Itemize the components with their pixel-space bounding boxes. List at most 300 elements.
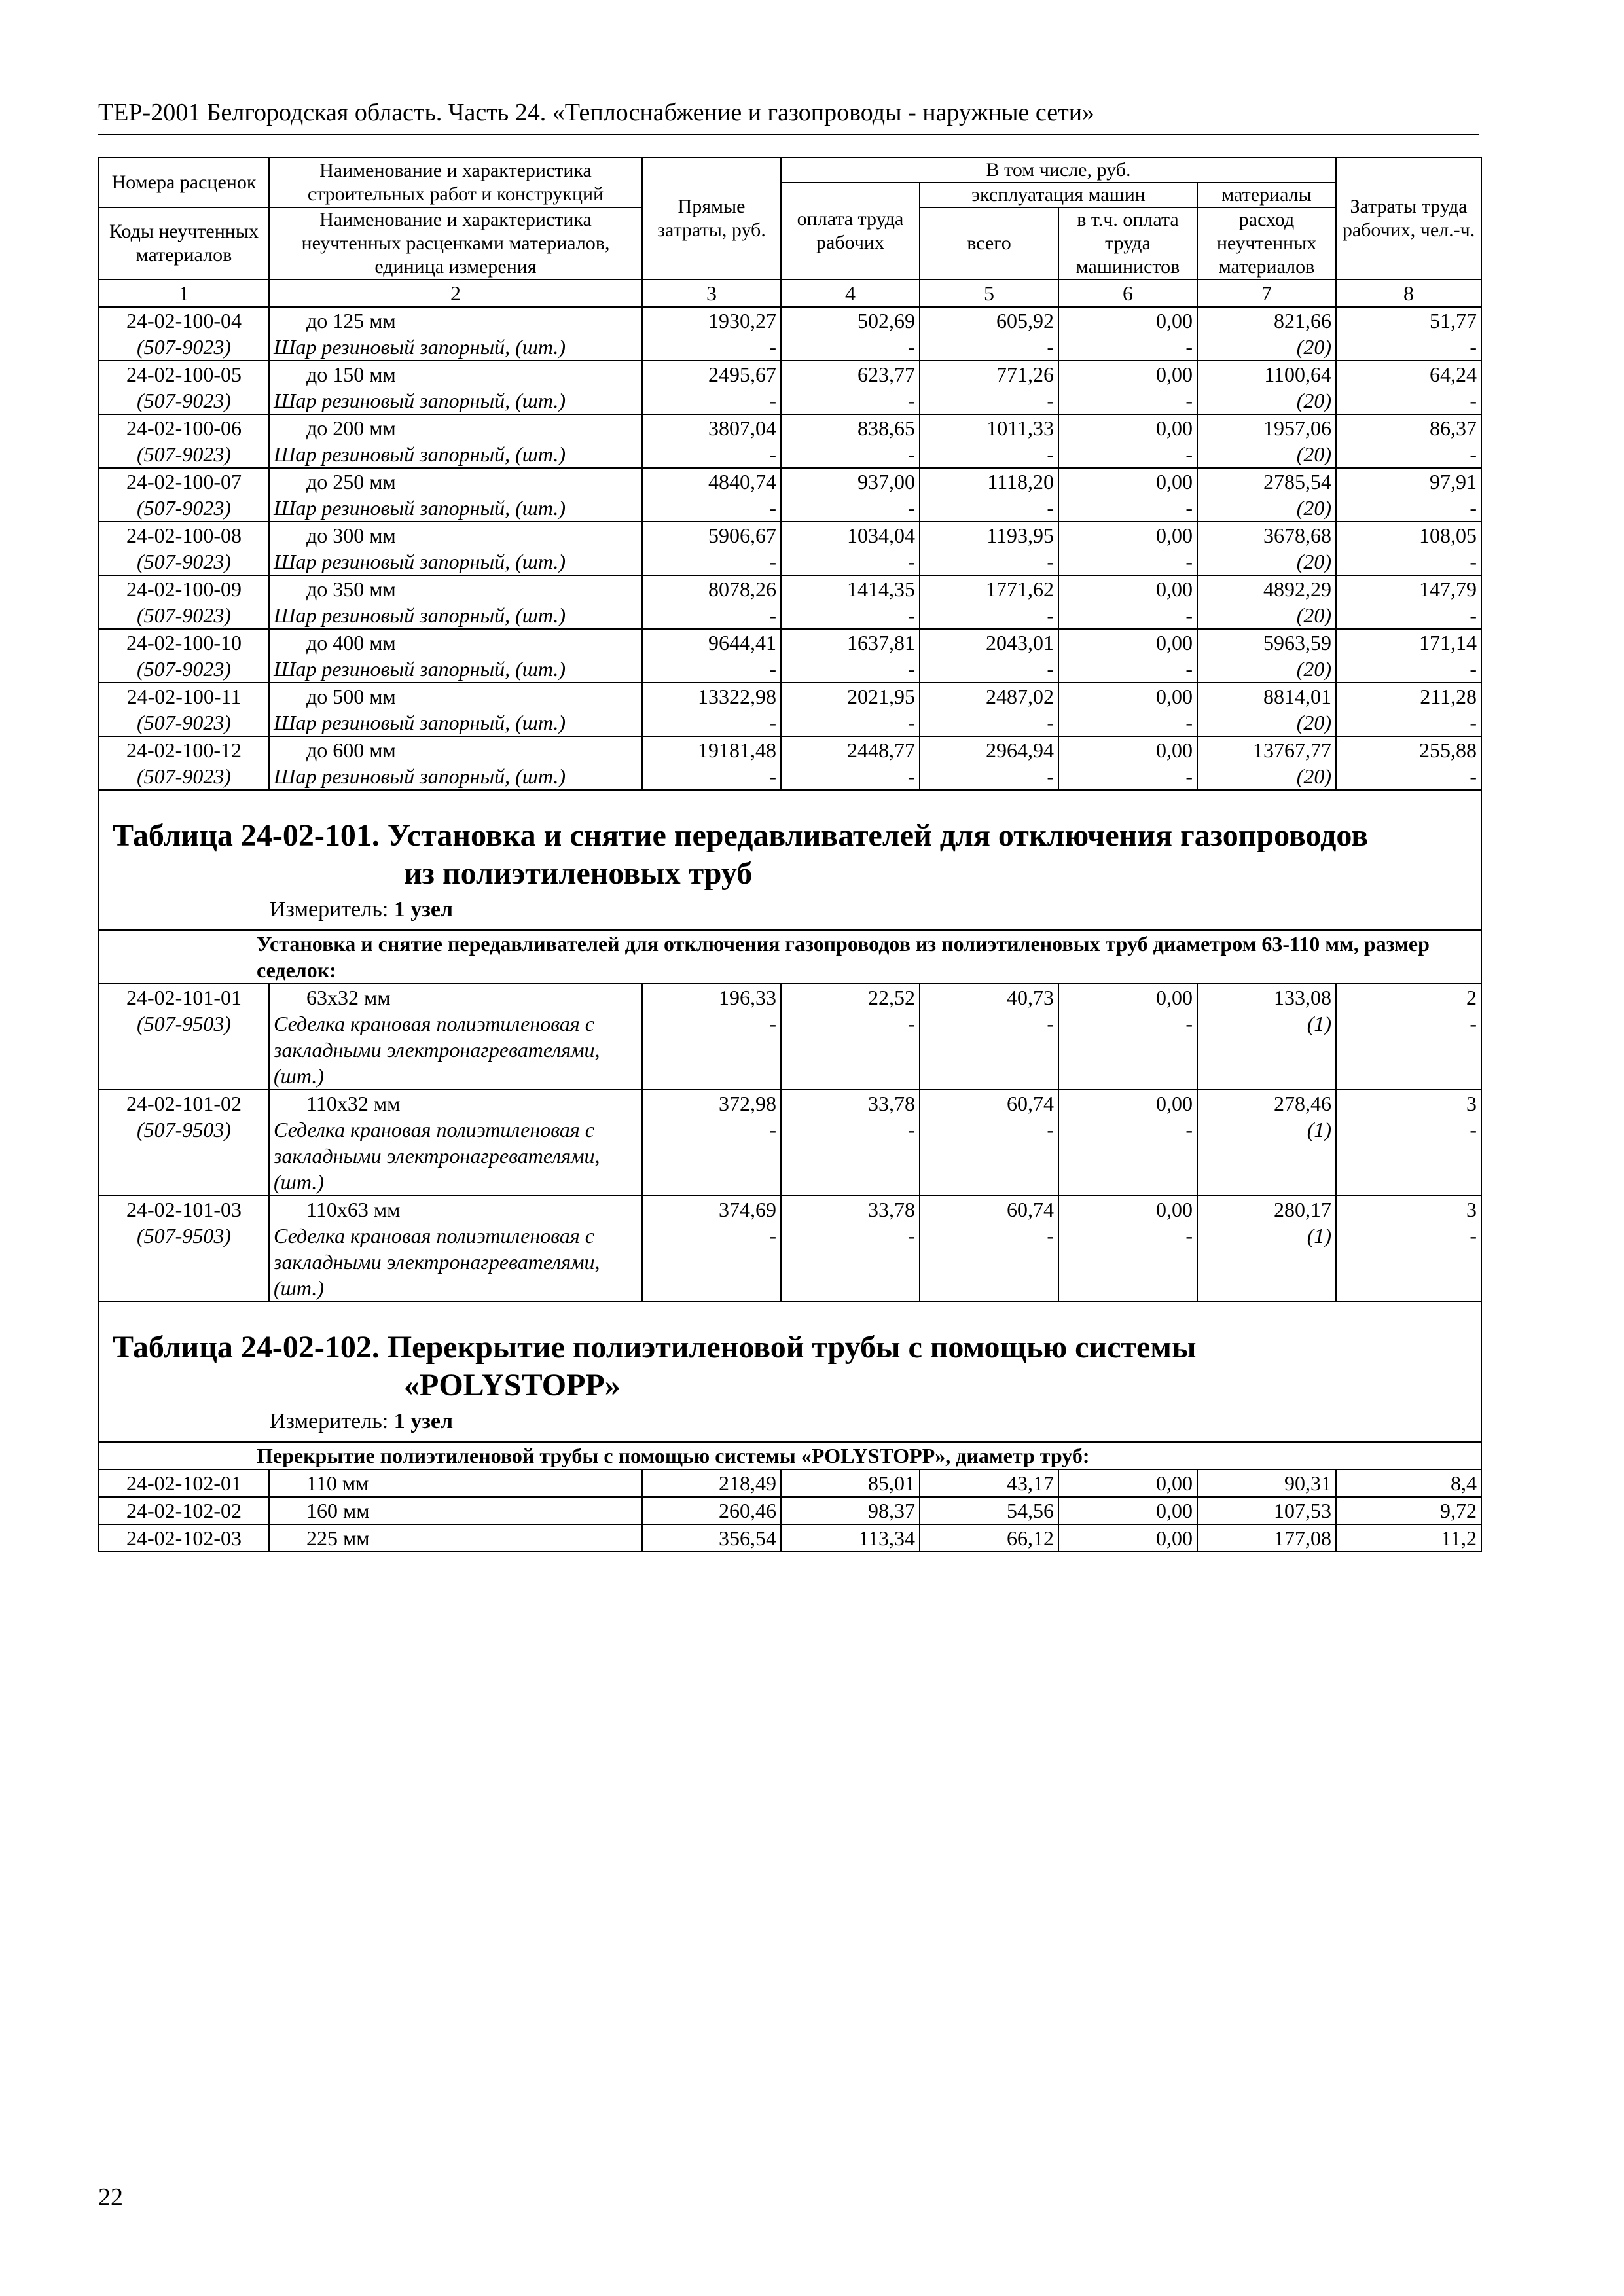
material-name: Шар резиновый запорный, (шт.) — [274, 335, 566, 359]
dash: - — [908, 335, 915, 359]
machines-total-cell — [920, 575, 1058, 629]
table-title-continued: «POLYSTOPP» — [404, 1368, 621, 1403]
name-cell — [269, 414, 642, 468]
material-code: (507-9023) — [137, 335, 231, 359]
materials-cost-cell — [1197, 1469, 1336, 1497]
labor-pay-cell — [781, 683, 920, 736]
table-row — [99, 683, 1481, 736]
direct-costs-cell — [642, 1090, 781, 1196]
rate-code-cell — [99, 361, 269, 414]
direct-costs-cell — [642, 414, 781, 468]
machines-total-value: 1771,62 — [986, 577, 1054, 601]
materials-cost-cell — [1197, 1090, 1336, 1196]
machines-total-value: 43,17 — [1007, 1471, 1054, 1495]
machines-total-cell — [920, 629, 1058, 683]
labor-hours-value: 171,14 — [1419, 631, 1477, 655]
table-title-row — [99, 1302, 1481, 1442]
labor-hours-value: 64,24 — [1430, 363, 1477, 386]
col-header-labor-pay: оплата труда рабочих — [781, 183, 920, 279]
direct-costs-value: 260,46 — [719, 1499, 776, 1522]
labor-pay-cell — [781, 468, 920, 522]
labor-pay-value: 838,65 — [857, 416, 915, 440]
dash: - — [769, 550, 776, 573]
machines-total-cell — [920, 736, 1058, 790]
rate-code-cell — [99, 575, 269, 629]
direct-costs-value: 8078,26 — [708, 577, 776, 601]
machinists-pay-value: 0,00 — [1156, 309, 1193, 332]
materials-cost-value: 4892,29 — [1263, 577, 1332, 601]
labor-pay-value: 1414,35 — [847, 577, 915, 601]
material-code: (507-9503) — [137, 1012, 231, 1035]
machinists-pay-cell — [1058, 1090, 1197, 1196]
material-name: Шар резиновый запорный, (шт.) — [274, 711, 566, 734]
header-row-1 — [99, 158, 1481, 183]
material-code: (507-9023) — [137, 550, 231, 573]
material-quantity: (20) — [1296, 764, 1332, 788]
labor-pay-cell — [781, 361, 920, 414]
labor-pay-cell — [781, 522, 920, 575]
labor-hours-cell — [1336, 629, 1481, 683]
rate-code-cell — [99, 414, 269, 468]
labor-hours-value: 8,4 — [1451, 1471, 1477, 1495]
direct-costs-value: 13322,98 — [698, 685, 776, 708]
direct-costs-cell — [642, 984, 781, 1090]
material-quantity: (20) — [1296, 335, 1332, 359]
machinists-pay-value: 0,00 — [1156, 1471, 1193, 1495]
rate-code-cell — [99, 307, 269, 361]
direct-costs-value: 19181,48 — [698, 738, 776, 762]
labor-hours-cell — [1336, 1196, 1481, 1302]
rate-code-cell — [99, 1090, 269, 1196]
dash: - — [769, 1118, 776, 1141]
labor-hours-value: 147,79 — [1419, 577, 1477, 601]
machines-total-value: 40,73 — [1007, 986, 1054, 1009]
machinists-pay-value: 0,00 — [1156, 1092, 1193, 1115]
col-header-labor-hours: Затраты труда рабочих, чел.-ч. — [1336, 158, 1481, 279]
labor-hours-value: 2 — [1466, 986, 1477, 1009]
table-row — [99, 307, 1481, 361]
table-row — [99, 1469, 1481, 1497]
labor-hours-value: 211,28 — [1420, 685, 1477, 708]
table-row — [99, 629, 1481, 683]
machinists-pay-value: 0,00 — [1156, 685, 1193, 708]
materials-cost-cell — [1197, 984, 1336, 1090]
dash: - — [908, 1118, 915, 1141]
column-numbers-row — [99, 279, 1481, 307]
material-quantity: (20) — [1296, 550, 1332, 573]
meter-value: 1 узел — [393, 897, 454, 922]
labor-pay-cell — [781, 307, 920, 361]
labor-hours-cell — [1336, 361, 1481, 414]
machines-total-cell — [920, 683, 1058, 736]
meter — [270, 897, 1468, 923]
direct-costs-value: 372,98 — [719, 1092, 776, 1115]
section-caption-row — [99, 1442, 1481, 1469]
materials-cost-value: 8814,01 — [1263, 685, 1332, 708]
dash: - — [1047, 603, 1054, 627]
direct-costs-cell — [642, 1196, 781, 1302]
direct-costs-value: 9644,41 — [708, 631, 776, 655]
machines-total-cell — [920, 1090, 1058, 1196]
section-caption-row — [99, 930, 1481, 984]
col-header-material-codes: Коды неучтенных материалов — [99, 207, 269, 279]
labor-hours-cell — [1336, 736, 1481, 790]
direct-costs-value: 196,33 — [719, 986, 776, 1009]
dash: - — [1047, 550, 1054, 573]
dash: - — [1047, 496, 1054, 520]
labor-hours-value: 3 — [1466, 1092, 1477, 1115]
dash: - — [908, 657, 915, 681]
col-number: 6 — [1058, 279, 1197, 307]
labor-hours-value: 11,2 — [1441, 1526, 1477, 1550]
rate-code: 24-02-100-11 — [126, 685, 242, 708]
rate-code: 24-02-100-05 — [126, 363, 242, 386]
materials-cost-value: 133,08 — [1274, 986, 1332, 1009]
dash: - — [1470, 764, 1477, 788]
machines-total-value: 2043,01 — [986, 631, 1054, 655]
rate-code: 24-02-100-04 — [126, 309, 242, 332]
labor-hours-value: 9,72 — [1440, 1499, 1477, 1522]
meter-label: Измеритель: — [270, 897, 389, 922]
direct-costs-cell — [642, 1524, 781, 1552]
dash: - — [1470, 1224, 1477, 1247]
dash: - — [1185, 496, 1193, 520]
rate-code-cell — [99, 629, 269, 683]
direct-costs-cell — [642, 683, 781, 736]
work-name: 160 мм — [306, 1499, 370, 1522]
col-number: 7 — [1197, 279, 1336, 307]
direct-costs-cell — [642, 522, 781, 575]
machinists-pay-cell — [1058, 1497, 1197, 1524]
page-number: 22 — [98, 2183, 123, 2211]
col-header-machines-total: всего — [920, 207, 1058, 279]
machinists-pay-value: 0,00 — [1156, 470, 1193, 493]
machines-total-value: 54,56 — [1007, 1499, 1054, 1522]
machines-total-value: 60,74 — [1007, 1092, 1054, 1115]
machines-total-cell — [920, 307, 1058, 361]
table-row — [99, 522, 1481, 575]
labor-pay-value: 623,77 — [857, 363, 915, 386]
work-name: до 300 мм — [306, 524, 396, 547]
dash: - — [769, 764, 776, 788]
dash: - — [769, 1224, 776, 1247]
materials-cost-value: 280,17 — [1274, 1198, 1332, 1221]
name-cell — [269, 468, 642, 522]
labor-hours-cell — [1336, 575, 1481, 629]
rate-code: 24-02-100-06 — [126, 416, 242, 440]
rate-code-cell — [99, 1497, 269, 1524]
material-code: (507-9503) — [137, 1224, 231, 1247]
machines-total-cell — [920, 1196, 1058, 1302]
materials-cost-value: 5963,59 — [1263, 631, 1332, 655]
dash: - — [908, 764, 915, 788]
labor-pay-cell — [781, 984, 920, 1090]
rate-code: 24-02-102-02 — [126, 1499, 242, 1522]
materials-cost-cell — [1197, 683, 1336, 736]
name-cell — [269, 1524, 642, 1552]
materials-cost-cell — [1197, 629, 1336, 683]
col-header-work-name: Наименование и характеристика строительных работ и конструкций — [269, 158, 642, 207]
labor-pay-cell — [781, 1196, 920, 1302]
dash: - — [1047, 389, 1054, 412]
machines-total-cell — [920, 1524, 1058, 1552]
labor-hours-value: 108,05 — [1419, 524, 1477, 547]
material-name: Седелка крановая полиэтиленовая с закладными электронагревателями, (шт.) — [274, 1012, 600, 1088]
rate-code-cell — [99, 468, 269, 522]
machinists-pay-cell — [1058, 522, 1197, 575]
labor-pay-value: 113,34 — [858, 1526, 915, 1550]
labor-hours-cell — [1336, 522, 1481, 575]
machinists-pay-cell — [1058, 1469, 1197, 1497]
dash: - — [1470, 550, 1477, 573]
table-row — [99, 361, 1481, 414]
direct-costs-value: 374,69 — [719, 1198, 776, 1221]
direct-costs-cell — [642, 361, 781, 414]
direct-costs-value: 4840,74 — [708, 470, 776, 493]
dash: - — [1185, 335, 1193, 359]
dash: - — [1047, 1118, 1054, 1141]
dash: - — [1185, 442, 1193, 466]
dash: - — [1047, 1012, 1054, 1035]
col-header-rate-number: Номера расценок — [99, 158, 269, 207]
labor-hours-cell — [1336, 1090, 1481, 1196]
materials-cost-cell — [1197, 522, 1336, 575]
col-number: 2 — [269, 279, 642, 307]
labor-hours-value: 3 — [1466, 1198, 1477, 1221]
dash: - — [1470, 711, 1477, 734]
materials-cost-value: 107,53 — [1274, 1499, 1332, 1522]
dash: - — [1470, 1012, 1477, 1035]
machinists-pay-cell — [1058, 683, 1197, 736]
work-name: до 500 мм — [306, 685, 396, 708]
dash: - — [1047, 1224, 1054, 1247]
labor-pay-value: 937,00 — [857, 470, 915, 493]
rate-code-cell — [99, 1524, 269, 1552]
materials-cost-cell — [1197, 414, 1336, 468]
table-title: Таблица 24-02-102. Перекрытие полиэтиленовой трубы с помощью системы — [113, 1330, 1197, 1365]
direct-costs-value: 218,49 — [719, 1471, 776, 1495]
material-code: (507-9023) — [137, 764, 231, 788]
table-row — [99, 414, 1481, 468]
dash: - — [1470, 496, 1477, 520]
name-cell — [269, 1469, 642, 1497]
rate-code-cell — [99, 522, 269, 575]
material-quantity: (1) — [1307, 1224, 1332, 1247]
meter-label: Измеритель: — [270, 1409, 389, 1433]
col-number: 1 — [99, 279, 269, 307]
work-name: до 400 мм — [306, 631, 396, 655]
dash: - — [908, 550, 915, 573]
direct-costs-cell — [642, 468, 781, 522]
materials-cost-value: 13767,77 — [1253, 738, 1332, 762]
table-row — [99, 468, 1481, 522]
work-name: 225 мм — [306, 1526, 370, 1550]
material-name: Шар резиновый запорный, (шт.) — [274, 657, 566, 681]
table-row — [99, 1090, 1481, 1196]
labor-hours-cell — [1336, 1469, 1481, 1497]
machines-total-cell — [920, 522, 1058, 575]
machinists-pay-cell — [1058, 984, 1197, 1090]
rate-code: 24-02-101-03 — [126, 1198, 242, 1221]
dash: - — [769, 335, 776, 359]
dash: - — [1047, 764, 1054, 788]
dash: - — [1185, 603, 1193, 627]
rate-code: 24-02-100-09 — [126, 577, 242, 601]
machines-total-cell — [920, 1497, 1058, 1524]
machinists-pay-value: 0,00 — [1156, 1526, 1193, 1550]
material-code: (507-9023) — [137, 711, 231, 734]
dash: - — [908, 1224, 915, 1247]
material-code: (507-9023) — [137, 442, 231, 466]
name-cell — [269, 736, 642, 790]
dash: - — [908, 711, 915, 734]
material-quantity: (20) — [1296, 603, 1332, 627]
dash: - — [769, 389, 776, 412]
materials-cost-cell — [1197, 575, 1336, 629]
section-caption: Установка и снятие передавливателей для отключения газопроводов из полиэтиленовых труб диаметром 63-110 мм, размер седелок: — [99, 930, 1481, 984]
col-header-machinists-pay: в т.ч. оплата труда машинистов — [1058, 207, 1197, 279]
meter-value: 1 узел — [393, 1409, 454, 1433]
direct-costs-cell — [642, 1497, 781, 1524]
table-row — [99, 984, 1481, 1090]
machinists-pay-value: 0,00 — [1156, 738, 1193, 762]
table-title-cell — [99, 1302, 1481, 1442]
dash: - — [908, 442, 915, 466]
dash: - — [1047, 657, 1054, 681]
dash: - — [1470, 1118, 1477, 1141]
name-cell — [269, 1497, 642, 1524]
direct-costs-value: 2495,67 — [708, 363, 776, 386]
materials-cost-cell — [1197, 468, 1336, 522]
machinists-pay-cell — [1058, 468, 1197, 522]
material-name: Седелка крановая полиэтиленовая с закладными электронагревателями, (шт.) — [274, 1224, 600, 1300]
dash: - — [769, 442, 776, 466]
labor-pay-cell — [781, 1497, 920, 1524]
dash: - — [1185, 389, 1193, 412]
col-number: 5 — [920, 279, 1058, 307]
work-name: до 600 мм — [306, 738, 396, 762]
material-name: Шар резиновый запорный, (шт.) — [274, 442, 566, 466]
machinists-pay-cell — [1058, 629, 1197, 683]
machinists-pay-value: 0,00 — [1156, 986, 1193, 1009]
labor-pay-cell — [781, 1524, 920, 1552]
col-header-direct-costs: Прямые затраты, руб. — [642, 158, 781, 279]
work-name: до 250 мм — [306, 470, 396, 493]
material-quantity: (1) — [1307, 1118, 1332, 1141]
rate-code: 24-02-100-07 — [126, 470, 242, 493]
dash: - — [769, 496, 776, 520]
material-name: Седелка крановая полиэтиленовая с закладными электронагревателями, (шт.) — [274, 1118, 600, 1194]
material-quantity: (20) — [1296, 389, 1332, 412]
labor-hours-cell — [1336, 1524, 1481, 1552]
dash: - — [1470, 603, 1477, 627]
col-number: 4 — [781, 279, 920, 307]
dash: - — [908, 603, 915, 627]
labor-hours-cell — [1336, 683, 1481, 736]
col-header-machines: эксплуатация машин — [920, 183, 1197, 207]
table-row — [99, 1497, 1481, 1524]
machines-total-cell — [920, 1469, 1058, 1497]
dash: - — [1047, 442, 1054, 466]
labor-pay-cell — [781, 629, 920, 683]
work-name: 110 мм — [306, 1471, 369, 1495]
rate-code-cell — [99, 1469, 269, 1497]
rate-code-cell — [99, 736, 269, 790]
labor-pay-value: 2448,77 — [847, 738, 915, 762]
materials-cost-value: 821,66 — [1274, 309, 1332, 332]
labor-pay-value: 2021,95 — [847, 685, 915, 708]
machines-total-value: 771,26 — [996, 363, 1054, 386]
labor-pay-value: 33,78 — [868, 1092, 915, 1115]
material-name: Шар резиновый запорный, (шт.) — [274, 603, 566, 627]
machinists-pay-cell — [1058, 575, 1197, 629]
dash: - — [1470, 335, 1477, 359]
materials-cost-cell — [1197, 1524, 1336, 1552]
machinists-pay-cell — [1058, 361, 1197, 414]
dash: - — [1470, 389, 1477, 412]
work-name: 110х63 мм — [306, 1198, 401, 1221]
work-name: до 150 мм — [306, 363, 396, 386]
machinists-pay-value: 0,00 — [1156, 1198, 1193, 1221]
dash: - — [769, 1012, 776, 1035]
machines-total-value: 60,74 — [1007, 1198, 1054, 1221]
name-cell — [269, 361, 642, 414]
work-name: до 125 мм — [306, 309, 396, 332]
col-header-group: В том числе, руб. — [781, 158, 1336, 183]
labor-hours-value: 51,77 — [1430, 309, 1477, 332]
name-cell — [269, 683, 642, 736]
machinists-pay-cell — [1058, 1196, 1197, 1302]
materials-cost-value: 1957,06 — [1263, 416, 1332, 440]
dash: - — [1185, 657, 1193, 681]
dash: - — [1185, 550, 1193, 573]
direct-costs-cell — [642, 1469, 781, 1497]
work-name: 110х32 мм — [306, 1092, 401, 1115]
rate-code-cell — [99, 1196, 269, 1302]
machinists-pay-value: 0,00 — [1156, 1499, 1193, 1522]
table-row — [99, 736, 1481, 790]
labor-hours-value: 86,37 — [1430, 416, 1477, 440]
material-quantity: (20) — [1296, 442, 1332, 466]
machinists-pay-value: 0,00 — [1156, 524, 1193, 547]
labor-hours-value: 97,91 — [1430, 470, 1477, 493]
material-name: Шар резиновый запорный, (шт.) — [274, 764, 566, 788]
material-name: Шар резиновый запорный, (шт.) — [274, 550, 566, 573]
machinists-pay-value: 0,00 — [1156, 363, 1193, 386]
name-cell — [269, 522, 642, 575]
material-name: Шар резиновый запорный, (шт.) — [274, 389, 566, 412]
meter — [270, 1408, 1468, 1435]
machines-total-value: 66,12 — [1007, 1526, 1054, 1550]
materials-cost-cell — [1197, 736, 1336, 790]
rate-code: 24-02-101-02 — [126, 1092, 242, 1115]
materials-cost-value: 3678,68 — [1263, 524, 1332, 547]
section-caption: Перекрытие полиэтиленовой трубы с помощью системы «POLYSTOPP», диаметр труб: — [99, 1442, 1481, 1469]
dash: - — [769, 657, 776, 681]
dash: - — [908, 389, 915, 412]
dash: - — [769, 711, 776, 734]
material-quantity: (1) — [1307, 1012, 1332, 1035]
material-code: (507-9503) — [137, 1118, 231, 1141]
machinists-pay-cell — [1058, 307, 1197, 361]
machines-total-value: 605,92 — [996, 309, 1054, 332]
labor-pay-cell — [781, 736, 920, 790]
name-cell — [269, 575, 642, 629]
labor-pay-value: 33,78 — [868, 1198, 915, 1221]
dash: - — [1185, 711, 1193, 734]
material-quantity: (20) — [1296, 711, 1332, 734]
machines-total-value: 1118,20 — [987, 470, 1054, 493]
